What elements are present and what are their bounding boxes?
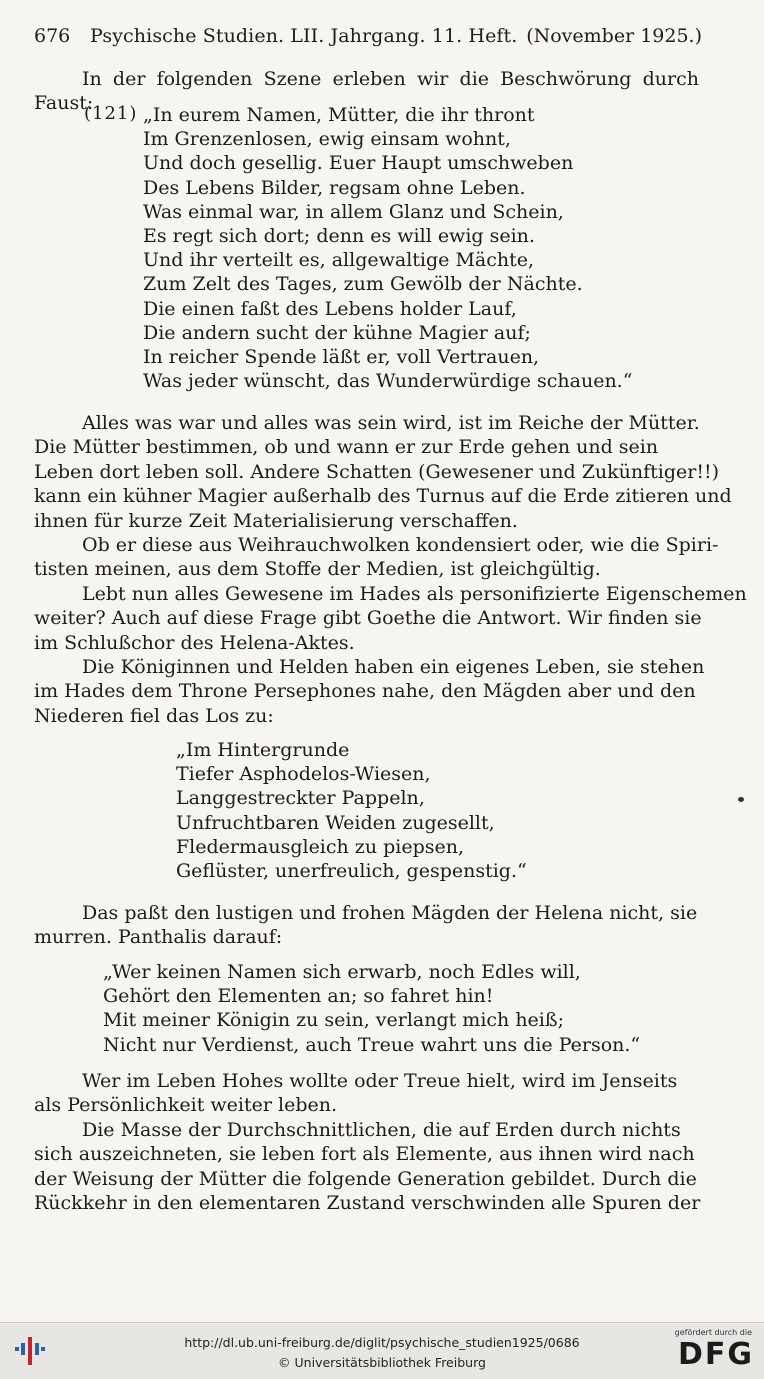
text-line: Ob er diese aus Weihrauchwolken kondensiert oder, wie die Spiri- [82,534,719,557]
verse-line: Geflüster, unerfreulich, gespenstig.“ [176,860,527,883]
page-number: 676 [34,25,71,47]
verse-line: Die andern sucht der kühne Magier auf; [143,321,531,344]
paragraph [34,533,719,582]
verse-line: In reicher Spende läßt er, voll Vertrauen, [143,346,540,369]
text-line: Alles was war und alles was sein wird, ist im Reiche der Mütter. [82,412,700,434]
ink-speck [738,797,744,802]
text-line: weiter? Auch auf diese Frage gibt Goethe die Antwort. Wir finden sie [34,607,702,630]
verse-line: Langgestreckter Pappeln, [176,787,425,810]
viewer-footer [0,1322,764,1379]
intro-text: In der folgenden Szene erleben wir die Beschwörung durch Faust: [34,68,699,115]
funder-note: gefördert durch die [674,1328,752,1337]
source-url[interactable]: http://dl.ub.uni-freiburg.de/diglit/psychische_studien1925/0686 [184,1335,580,1350]
verse-line: Zum Zelt des Tages, zum Gewölb der Nächte. [143,273,583,296]
body-paragraphs-2 [34,1069,699,1215]
verse-line: Unfruchtbaren Weiden zugesellt, [176,811,495,834]
verse-line: „In eurem Namen, Mütter, die ihr thront [143,104,535,126]
verse-line: Gehört den Elementen an; so fahret hin! [103,985,494,1008]
verse-line: Mit meiner Königin zu sein, verlangt mich heiß; [103,1009,564,1032]
verse-line: Im Grenzenlosen, ewig einsam wohnt, [143,128,511,151]
text-line: im Hades dem Throne Persephones nahe, den Mägden aber und den [34,680,696,703]
text-line: Leben dort leben soll. Andere Schatten (Gewesener und Zukünftiger!!) [34,460,720,483]
paragraph [34,901,699,950]
text-line: Niederen fiel das Los zu: [34,704,274,727]
issue-date: (November 1925.) [526,25,702,47]
text-line: Die Königinnen und Helden haben ein eigenes Leben, sie stehen [82,656,705,679]
text-line: als Persönlichkeit weiter leben. [34,1094,338,1117]
verse-line: „Wer keinen Namen sich erwarb, noch Edles will, [103,961,581,983]
text-line: tisten meinen, aus dem Stoffe der Medien, ist gleichgültig. [34,558,601,581]
verse-line: Die einen faßt des Lebens holder Lauf, [143,297,517,320]
paragraph [34,655,705,728]
text-line: Die Mütter bestimmen, ob und wann er zur Erde gehen und sein [34,436,659,459]
text-line: im Schlußchor des Helena-Aktes. [34,631,355,654]
paragraph [34,582,747,655]
text-line: der Weisung der Mütter die folgende Generation gebildet. Durch die [34,1167,697,1190]
text-line: kann ein kühner Magier außerhalb des Turnus auf die Erde zitieren und [34,485,732,508]
running-header [34,24,702,48]
text-line: Wer im Leben Hohes wollte oder Treue hielt, wird im Jenseits [82,1070,678,1092]
text-line: Rückkehr in den elementaren Zustand verschwinden alle Spuren der [34,1192,701,1215]
verse-line: „Im Hintergrunde [176,739,350,761]
verse-block-2 [176,738,527,883]
verse-line: Es regt sich dort; denn es will ewig sein. [143,225,535,248]
text-line: murren. Panthalis darauf: [34,926,283,949]
paragraph [34,1118,699,1216]
text-line: Die Masse der Durchschnittlichen, die auf Erden durch nichts [82,1118,681,1141]
journal-title: Psychische Studien. LII. Jahrgang. 11. Heft. [90,25,518,47]
verse-line: Nicht nur Verdienst, auch Treue wahrt uns die Person.“ [103,1033,641,1056]
verse-number: (121) [84,103,138,124]
verse-line: Tiefer Asphodelos-Wiesen, [176,763,431,786]
verse-block-3 [103,960,640,1057]
verse-line: Und ihr verteilt es, allgewaltige Mächte, [143,249,535,272]
text-line: Das paßt den lustigen und frohen Mägden der Helena nicht, sie [82,902,698,924]
copyright-notice: © Universitätsbibliothek Freiburg [278,1355,486,1370]
text-line: sich auszeichneten, sie leben fort als Elemente, aus ihnen wird nach [34,1143,695,1166]
dfg-logo: DFG [677,1337,754,1372]
verse-line: Fledermausgleich zu piepsen, [176,835,465,858]
verse-line: Was jeder wünscht, das Wunderwürdige schauen.“ [143,370,633,393]
verse-line: Und doch gesellig. Euer Haupt umschweben [143,152,574,175]
verse-line: Des Lebens Bilder, regsam ohne Leben. [143,176,526,199]
paragraph [34,1069,699,1118]
text-line: ihnen für kurze Zeit Materialisierung verschaffen. [34,509,518,532]
verse-block-1 [143,103,632,393]
text-line: Lebt nun alles Gewesene im Hades als personifizierte Eigenschemen [82,582,747,605]
paragraph [34,411,732,533]
verse-line: Was einmal war, in allem Glanz und Schein, [143,200,564,223]
body-paragraph-5 [34,901,699,950]
body-paragraphs-1 [34,411,747,728]
